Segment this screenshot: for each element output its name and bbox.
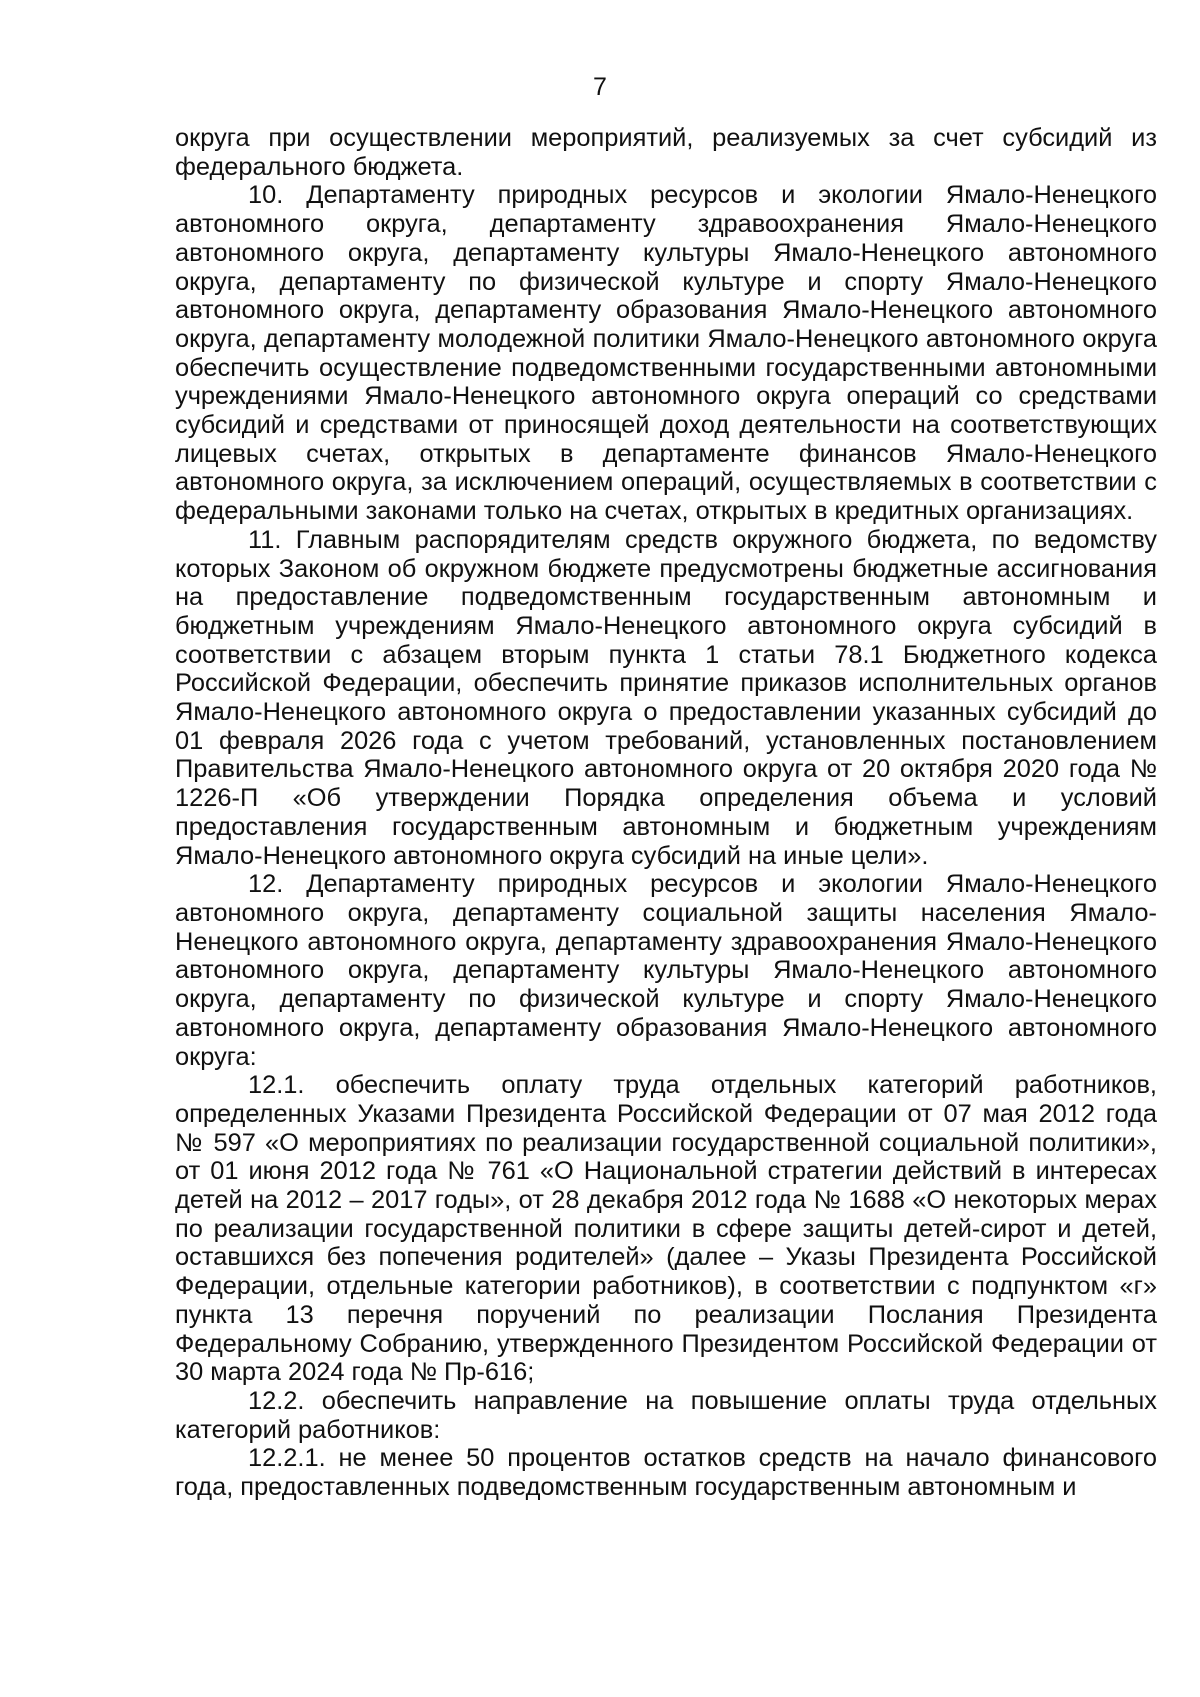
paragraph-item-12-2: 12.2. обеспечить направление на повышение оплаты труда отдельных категорий работников: bbox=[175, 1386, 1157, 1444]
paragraph-item-11: 11. Главным распорядителям средств окружного бюджета, по ведомству которых Законом об окружном бюджете предусмотрены бюджетные ассигнования на предоставление подведомственным государственным автономным и бюджетным учреждениям Ямало-Ненецкого автономного округа субсидий в соответствии с абзацем вторым пункта 1 статьи 78.1 Бюджетного кодекса Российской Федерации, обеспечить принятие приказов исполнительных органов Ямало-Ненецкого автономного округа о предоставлении указанных субсидий до 01 февраля 2026 года с учетом требований, установленных постановлением Правительства Ямало-Ненецкого автономного округа от 20 октября 2020 года № 1226-П «Об утверждении Порядка определения объема и условий предоставления государственным автономным и бюджетным учреждениям Ямало-Ненецкого автономного округа субсидий на иные цели». bbox=[175, 525, 1157, 870]
paragraph-continuation: округа при осуществлении мероприятий, реализуемых за счет субсидий из федерального бюджета. bbox=[175, 124, 1157, 181]
paragraph-item-10: 10. Департаменту природных ресурсов и экологии Ямало-Ненецкого автономного округа, департаменту здравоохранения Ямало-Ненецкого автономного округа, департаменту культуры Ямало-Ненецкого автономного округа, департаменту по физической культуре и спорту Ямало-Ненецкого автономного округа, департаменту образования Ямало-Ненецкого автономного округа, департаменту молодежной политики Ямало-Ненецкого автономного округа обеспечить осуществление подведомственными государственными автономными учреждениями Ямало-Ненецкого автономного округа операций со средствами субсидий и средствами от приносящей доход деятельности на соответствующих лицевых счетах, открытых в департаменте финансов Ямало-Ненецкого автономного округа, за исключением операций, осуществляемых в соответствии с федеральными законами только на счетах, открытых в кредитных организациях. bbox=[175, 181, 1157, 526]
document-body bbox=[175, 124, 1157, 1502]
paragraph-item-12-2-1: 12.2.1. не менее 50 процентов остатков средств на начало финансового года, предоставленных подведомственным государственным автономным и bbox=[175, 1444, 1157, 1502]
page-number: 7 bbox=[593, 73, 607, 101]
paragraph-item-12-1: 12.1. обеспечить оплату труда отдельных категорий работников, определенных Указами Президента Российской Федерации от 07 мая 2012 года № 597 «О мероприятиях по реализации государственной социальной политики», от 01 июня 2012 года № 761 «О Национальной стратегии действий в интересах детей на 2012 – 2017 годы», от 28 декабря 2012 года № 1688 «О некоторых мерах по реализации государственной политики в сфере защиты детей-сирот и детей, оставшихся без попечения родителей» (далее – Указы Президента Российской Федерации, отдельные категории работников), в соответствии с подпунктом «г» пункта 13 перечня поручений по реализации Послания Президента Федеральному Собранию, утвержденного Президентом Российской Федерации от 30 марта 2024 года № Пр-616; bbox=[175, 1071, 1157, 1387]
paragraph-item-12: 12. Департаменту природных ресурсов и экологии Ямало-Ненецкого автономного округа, департаменту социальной защиты населения Ямало-Ненецкого автономного округа, департаменту здравоохранения Ямало-Ненецкого автономного округа, департаменту культуры Ямало-Ненецкого автономного округа, департаменту по физической культуре и спорту Ямало-Ненецкого автономного округа, департаменту образования Ямало-Ненецкого автономного округа: bbox=[175, 870, 1157, 1071]
